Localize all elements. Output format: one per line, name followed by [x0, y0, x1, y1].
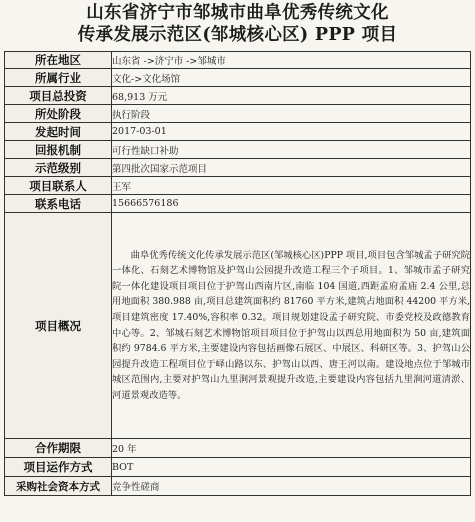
page-title	[0, 2, 475, 46]
phone-value: 15666576186	[112, 195, 471, 213]
industry-value: 文化->文化场馆	[112, 69, 471, 87]
contact-value: 王军	[112, 177, 471, 195]
investment-value: 68,913 万元	[112, 87, 471, 105]
contact-label: 项目联系人	[5, 177, 112, 195]
overview-label: 项目概况	[5, 213, 112, 439]
stage-value: 执行阶段	[112, 105, 471, 123]
table-row-return-mechanism	[5, 141, 471, 159]
return-mechanism-value: 可行性缺口补助	[112, 141, 471, 159]
title-line-1: 山东省济宁市邹城市曲阜优秀传统文化	[86, 3, 389, 23]
overview-text: 曲阜优秀传统文化传承发展示范区(邹城核心区)PPP 项目,项目包含邹城孟子研究院一体化、石刻艺术博物馆及护驾山公园提升改造工程三个子项目。1、邹城市孟子研究院一体化建设项目项目位于护驾山西南片区,南临 104 国道,西距孟府孟庙 2.4 公里,总用地面积 380.988 亩,项目总建筑面积约 81760 平方米,建筑占地面积 44200 平方米,项目建筑密度 17.40%,容积率 0.32。项目规划建设孟子研究院、市委党校及政德教育中心等。2、邹城石刻艺术博物馆项目项目位于护驾山以西总用地面积为 50 亩,建筑面积约 9784.6 平方米,主要建设内容包括画像石展区、中展区、科研区等。3、护驾山公园提升改造工程项目位于峄山路以东、护驾山以西、唐王河以南。建设地点位于邹城市城区范围内,主要对护驾山九里涧河景观提升改造,主要建设内容包括九里涧河道清淤、河道景观改造等。	[112, 249, 470, 401]
table-row-operation-mode	[5, 458, 471, 477]
table-row-overview	[5, 213, 471, 439]
stage-label: 所处阶段	[5, 105, 112, 123]
industry-label: 所属行业	[5, 69, 112, 87]
term-label: 合作期限	[5, 439, 112, 458]
demo-level-value: 第四批次国家示范项目	[112, 159, 471, 177]
project-info-table	[4, 51, 471, 496]
start-date-value: 2017-03-01	[112, 123, 471, 141]
table-row-phone	[5, 195, 471, 213]
title-line-2: 传承发展示范区(邹城核心区) PPP 项目	[77, 25, 398, 45]
investment-label: 项目总投资	[5, 87, 112, 105]
region-label: 所在地区	[5, 52, 112, 69]
table-row-region	[5, 52, 471, 69]
overview-value	[112, 213, 471, 439]
region-value: 山东省 ->济宁市 ->邹城市	[112, 52, 471, 69]
demo-level-label: 示范级别	[5, 159, 112, 177]
table-row-investment	[5, 87, 471, 105]
table-row-contact	[5, 177, 471, 195]
table-row-industry	[5, 69, 471, 87]
table-row-procurement	[5, 477, 471, 496]
table-row-stage	[5, 105, 471, 123]
return-mechanism-label: 回报机制	[5, 141, 112, 159]
term-value: 20 年	[112, 439, 471, 458]
table-row-term	[5, 439, 471, 458]
operation-mode-label: 项目运作方式	[5, 458, 112, 477]
procurement-label: 采购社会资本方式	[5, 477, 112, 496]
phone-label: 联系电话	[5, 195, 112, 213]
procurement-value: 竞争性磋商	[112, 477, 471, 496]
operation-mode-value: BOT	[112, 458, 471, 477]
table-row-demo-level	[5, 159, 471, 177]
start-date-label: 发起时间	[5, 123, 112, 141]
table-row-start-date	[5, 123, 471, 141]
